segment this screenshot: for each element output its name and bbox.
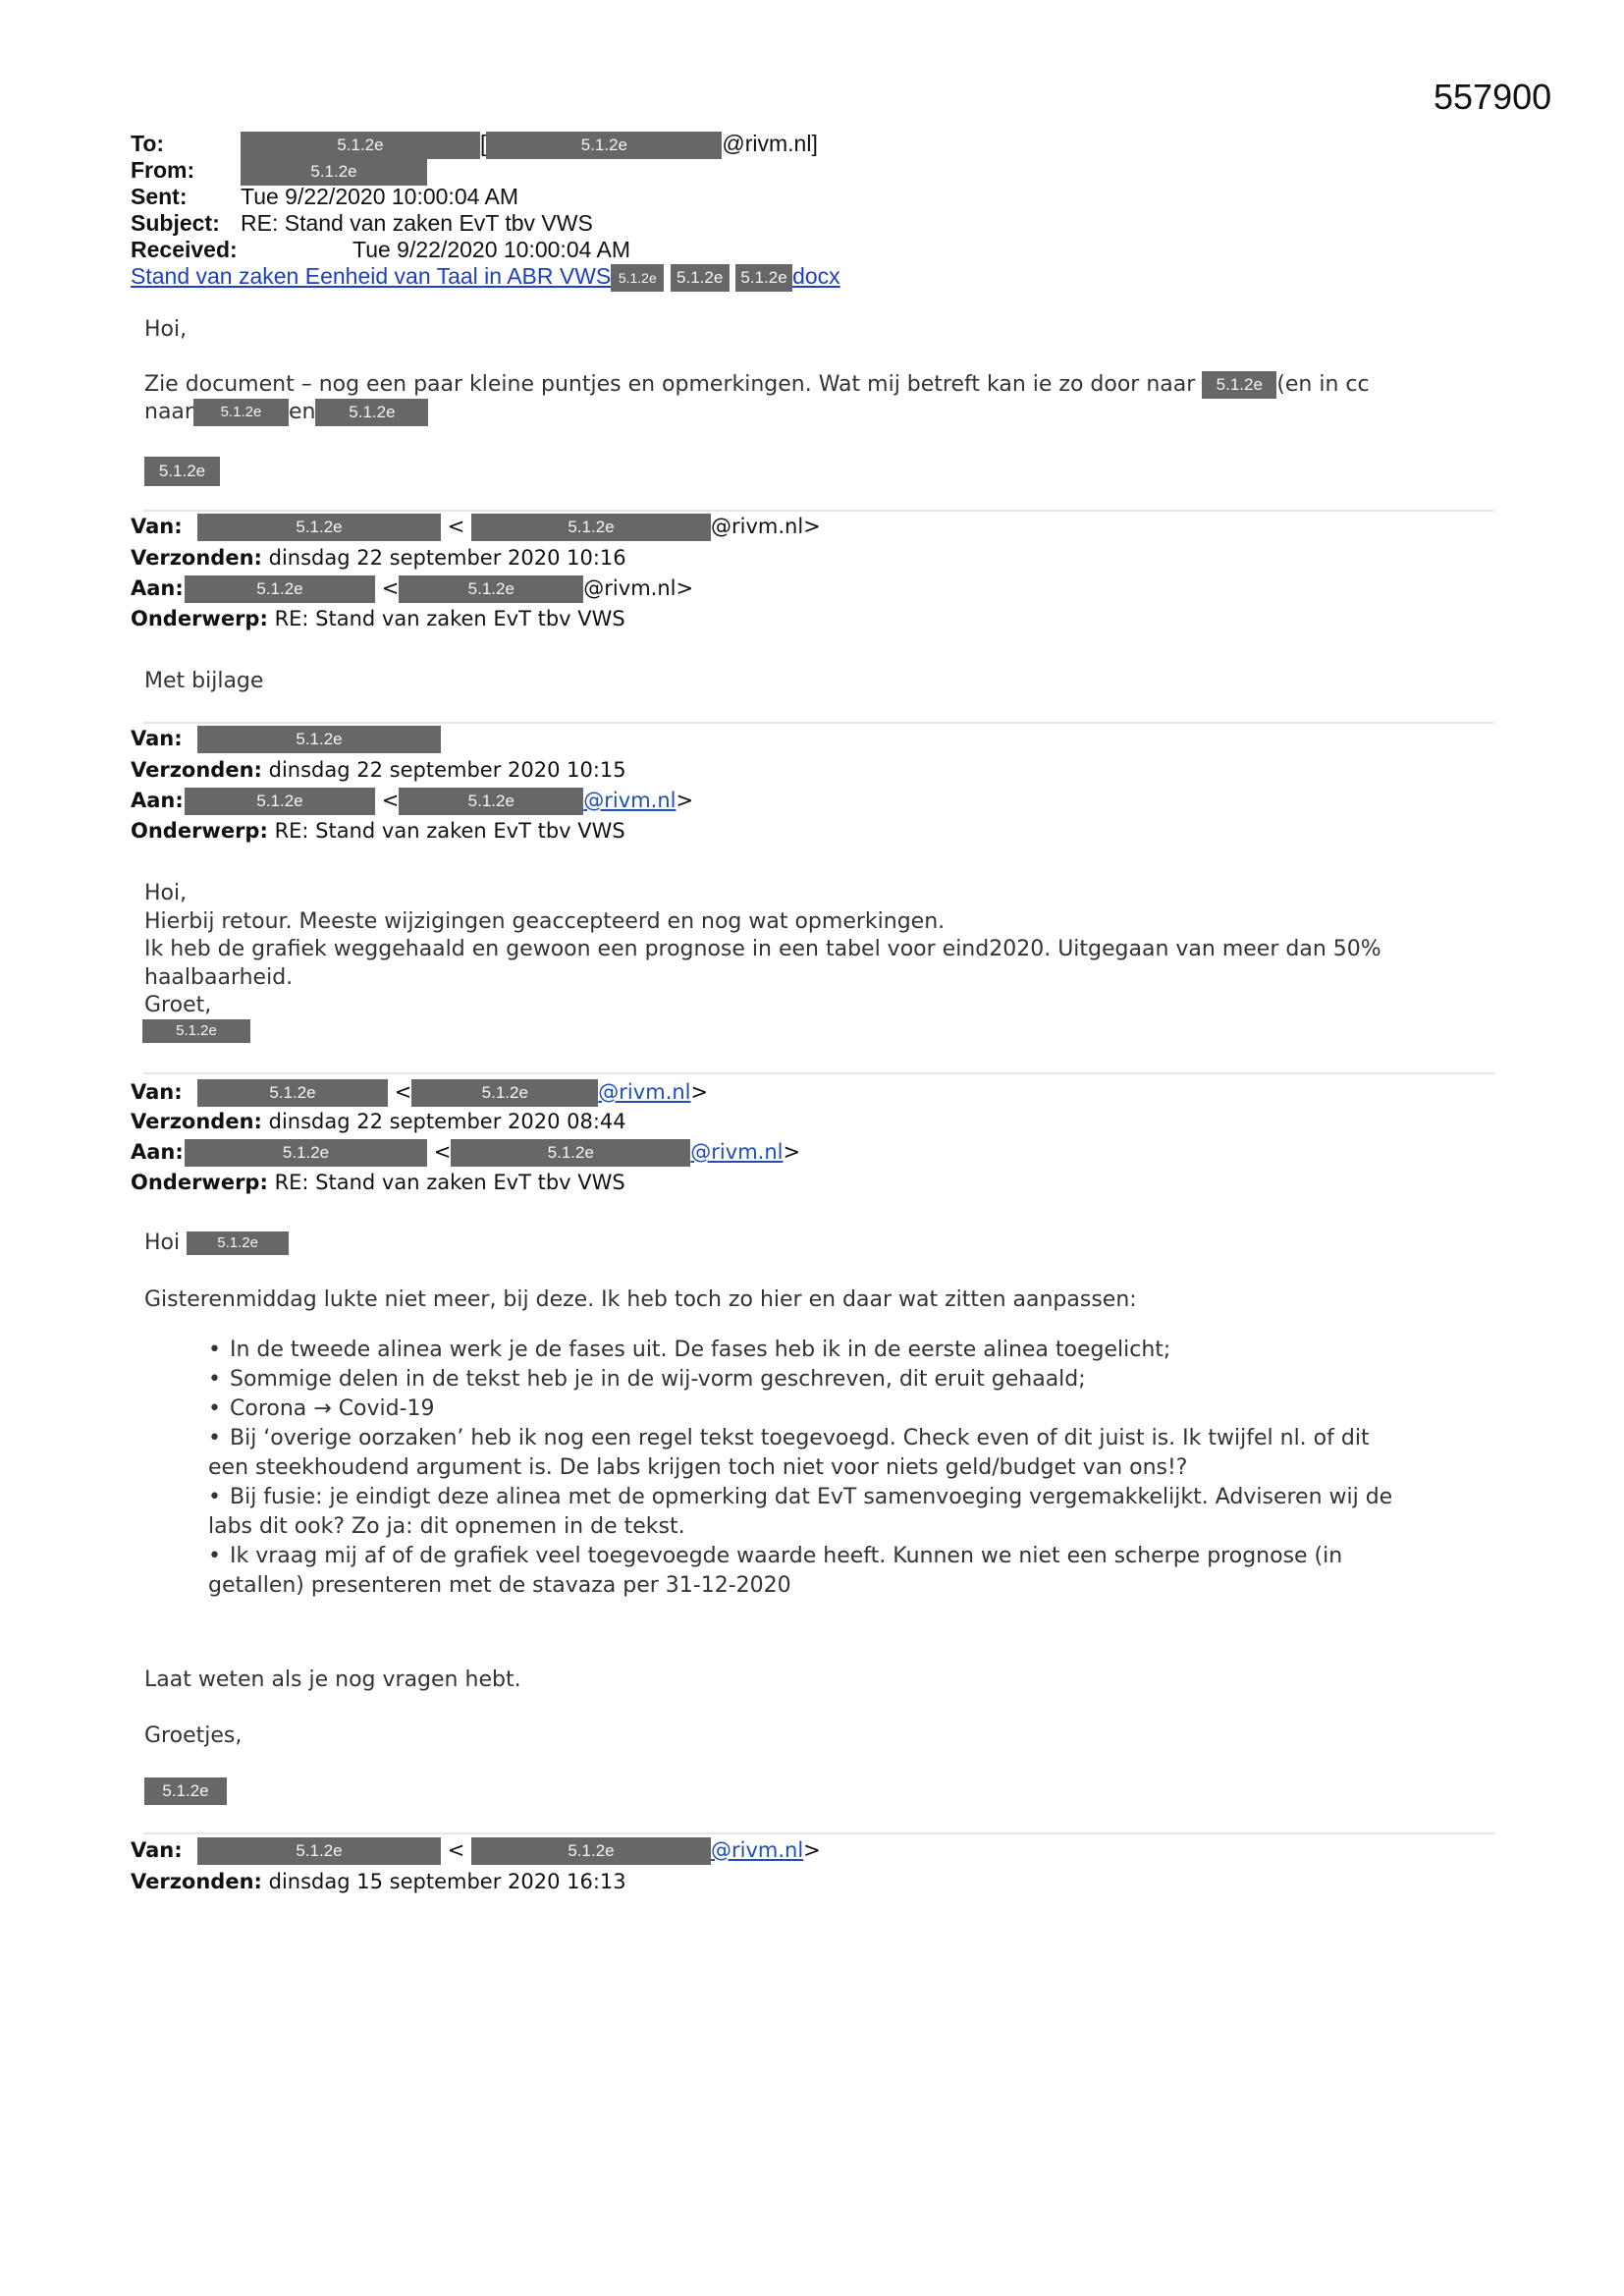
to-domain: @rivm.nl] (722, 131, 818, 156)
list-item: • Bij ‘overige oorzaken’ heb ik nog een regel tekst toegevoegd. Check even of dit juist is. Ik twijfel nl. of dit (208, 1426, 1370, 1450)
redaction: 5.1.2e (471, 514, 711, 541)
header-subject: Subject: RE: Stand van zaken EvT tbv VWS (131, 210, 593, 236)
redaction: 5.1.2e (241, 158, 427, 186)
redaction: 5.1.2e (197, 1079, 388, 1107)
redaction: 5.1.2e (735, 264, 792, 292)
list-item-continuation: getallen) presenteren met de stavaza per 31-12-2020 (208, 1573, 791, 1598)
list-item: • Corona → Covid-19 (208, 1396, 435, 1421)
redaction: 5.1.2e (399, 788, 583, 815)
redaction: 5.1.2e (197, 1837, 441, 1865)
list-item-continuation: een steekhoudend argument is. De labs krijgen toch niet voor niets geld/budget van ons!? (208, 1455, 1188, 1480)
document-number: 557900 (1434, 77, 1552, 117)
redaction: 5.1.2e (671, 264, 730, 292)
email-link[interactable]: @rivm.nl (690, 1140, 784, 1164)
separator (143, 1072, 1494, 1074)
redaction: 5.1.2e (486, 132, 722, 159)
list-item: • Bij fusie: je eindigt deze alinea met de opmerking dat EvT samenvoeging vergemakkelijkt. Adviseren wij de (208, 1485, 1393, 1509)
msg3-line: Ik heb de grafiek weggehaald en gewoon een prognose in een tabel voor eind2020. Uitgegaan van meer dan 50% (144, 937, 1381, 961)
header-from: From: 5.1.2e (131, 157, 241, 184)
redaction: 5.1.2e (197, 514, 441, 541)
separator (143, 1832, 1494, 1834)
redaction: 5.1.2e (185, 1139, 427, 1167)
msg1-greeting: Hoi, (144, 317, 188, 342)
msg3-line: Groet, (144, 993, 212, 1017)
msg4-intro: Gisterenmiddag lukte niet meer, bij deze. Ik heb toch zo hier en daar wat zitten aanpassen: (144, 1287, 1137, 1312)
msg4-aan: Aan: 5.1.2e < 5.1.2e @rivm.nl> (131, 1138, 184, 1166)
msg3-line: Hoi, (144, 881, 188, 905)
redaction: 5.1.2e (144, 1777, 227, 1805)
bullet-list (208, 1336, 1504, 1601)
redaction: 5.1.2e (451, 1139, 690, 1167)
redaction: 5.1.2e (197, 726, 441, 753)
redaction: 5.1.2e (142, 1019, 250, 1043)
redaction: 5.1.2e (611, 264, 664, 292)
email-link[interactable]: @rivm.nl (598, 1080, 691, 1104)
email-link[interactable]: @rivm.nl (710, 1838, 804, 1862)
msg4-van: Van: 5.1.2e < 5.1.2e @rivm.nl> (131, 1078, 183, 1106)
header-sent: Sent: Tue 9/22/2020 10:00:04 AM (131, 184, 519, 209)
msg3-line: Hierbij retour. Meeste wijzigingen geaccepteerd en nog wat opmerkingen. (144, 909, 946, 934)
attachment-link[interactable]: Stand van zaken Eenheid van Taal in ABR VWS 5.1.2e 5.1.2e 5.1.2e docx (131, 263, 840, 292)
redaction: 5.1.2e (187, 1231, 289, 1255)
msg4-greeting: Hoi 5.1.2e (144, 1230, 289, 1257)
msg2-verzonden: Verzonden: dinsdag 22 september 2020 10:16 (131, 546, 626, 570)
redaction: 5.1.2e (241, 132, 480, 159)
redaction: 5.1.2e (193, 399, 289, 426)
msg3-onderwerp: Onderwerp: RE: Stand van zaken EvT tbv VWS (131, 819, 625, 843)
email-link[interactable]: @rivm.nl (583, 789, 677, 812)
list-item: • Ik vraag mij af of de grafiek veel toegevoegde waarde heeft. Kunnen we niet een scherpe prognose (in (208, 1544, 1343, 1568)
separator (143, 722, 1494, 724)
redaction: 5.1.2e (185, 788, 375, 815)
msg3-signature (142, 1017, 250, 1045)
msg2-body: Met bijlage (144, 669, 264, 693)
header-received: Received: Tue 9/22/2020 10:00:04 AM (131, 237, 631, 262)
msg3-verzonden: Verzonden: dinsdag 22 september 2020 10:15 (131, 758, 626, 782)
msg3-line: haalbaarheid. (144, 965, 294, 990)
msg3-aan: Aan: 5.1.2e < 5.1.2e @rivm.nl> (131, 787, 184, 814)
redaction: 5.1.2e (471, 1837, 711, 1865)
msg4-closing: Laat weten als je nog vragen hebt. (144, 1667, 521, 1692)
redaction: 5.1.2e (185, 575, 375, 603)
msg2-van: Van: 5.1.2e < 5.1.2e @rivm.nl> (131, 513, 183, 540)
redaction: 5.1.2e (315, 399, 428, 426)
msg1-signature (144, 457, 220, 486)
header-to: To: 5.1.2e [ 5.1.2e @rivm.nl] (131, 131, 241, 157)
redaction: 5.1.2e (1202, 371, 1276, 399)
msg4-groet: Groetjes, (144, 1723, 243, 1748)
msg4-onderwerp: Onderwerp: RE: Stand van zaken EvT tbv VWS (131, 1171, 625, 1194)
list-item-continuation: labs dit ook? Zo ja: dit opnemen in de tekst. (208, 1514, 685, 1539)
msg5-van: Van: 5.1.2e < 5.1.2e @rivm.nl> (131, 1836, 183, 1864)
msg2-aan: Aan: 5.1.2e < 5.1.2e @rivm.nl> (131, 574, 184, 602)
separator (143, 510, 1494, 512)
msg3-van: Van: 5.1.2e (131, 725, 183, 752)
list-item: • Sommige delen in de tekst heb je in de wij-vorm geschreven, dit eruit gehaald; (208, 1367, 1086, 1392)
redaction: 5.1.2e (399, 575, 583, 603)
msg4-verzonden: Verzonden: dinsdag 22 september 2020 08:44 (131, 1110, 626, 1133)
msg2-onderwerp: Onderwerp: RE: Stand van zaken EvT tbv VWS (131, 607, 625, 630)
redaction: 5.1.2e (411, 1079, 598, 1107)
msg4-signature (144, 1777, 227, 1805)
redaction: 5.1.2e (144, 457, 220, 486)
msg1-line1: Zie document – nog een paar kleine puntjes en opmerkingen. Wat mij betreft kan ie zo door naar 5.1.2e (en in cc (144, 372, 1370, 397)
list-item: • In de tweede alinea werk je de fases uit. De fases heb ik in de eerste alinea toegelicht; (208, 1338, 1171, 1362)
msg5-verzonden: Verzonden: dinsdag 15 september 2020 16:13 (131, 1870, 626, 1893)
msg1-line2: naar 5.1.2e en 5.1.2e (144, 399, 428, 426)
